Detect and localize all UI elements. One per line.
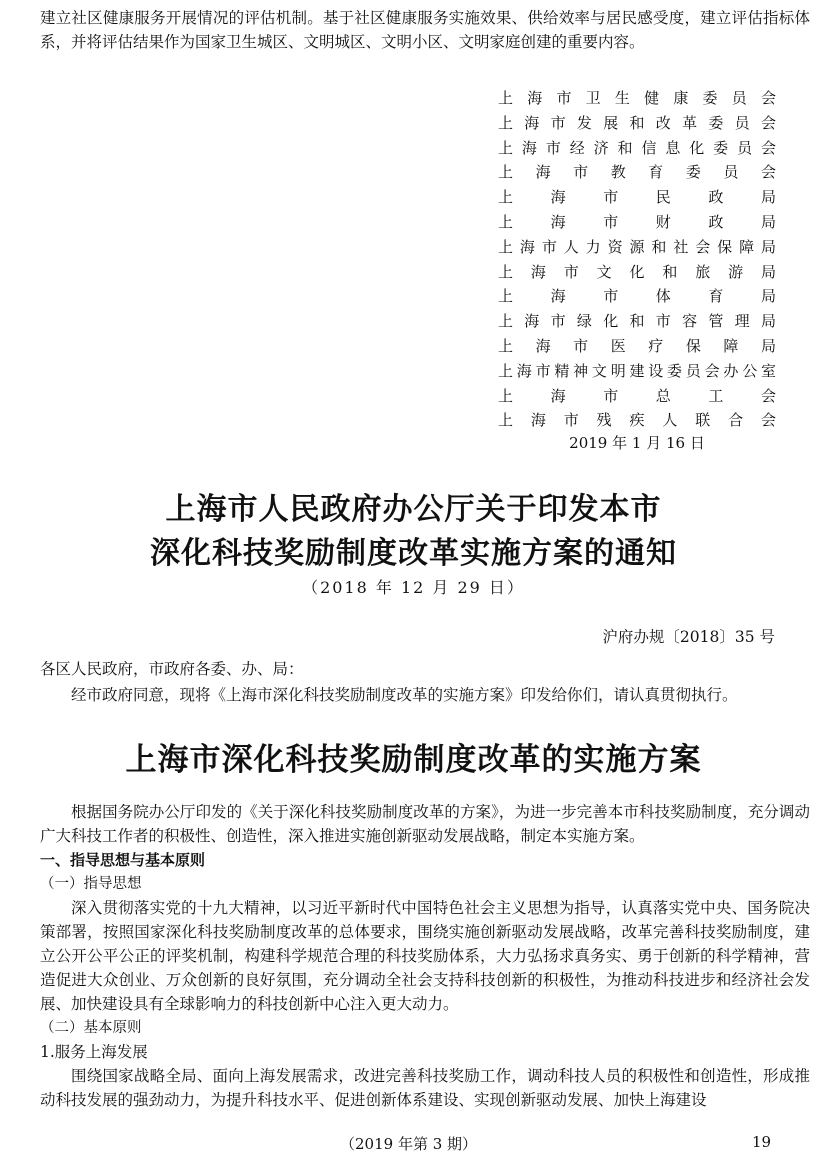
top-paragraph: 建立社区健康服务开展情况的评估机制。基于社区健康服务实施效果、供给效率与居民感受度，建立评估指标体系，并将评估结果作为国家卫生城区、文明城区、文明小区、文明家庭创建的重要内容。	[40, 9, 810, 51]
plan-title: 上海市深化科技奖励制度改革的实施方案	[125, 742, 702, 778]
issuer-list	[498, 86, 776, 433]
document-number: 沪府办规〔2018〕35 号	[602, 628, 775, 646]
plan-body	[40, 800, 810, 1112]
issuer-name: 上海市发展和改革委员会	[498, 113, 776, 132]
issue-number: （2019 年第 3 期）	[340, 1135, 478, 1153]
issuer-name: 上海市经济和信息化委员会	[498, 138, 776, 157]
notice-date: （2018 年 12 月 29 日）	[302, 578, 525, 597]
point-paragraph: 围绕国家战略全局、面向上海发展需求，改进完善科技奖励工作，调动科技人员的积极性和创造性，形成推动科技发展的强劲动力，为提升科技水平、促进创新体系建设、实现创新驱动发展、加快上海建设	[40, 1067, 810, 1109]
issuer-name: 上海市绿化和市容管理局	[498, 312, 776, 331]
issue-date: 2019 年 1 月 16 日	[569, 434, 705, 452]
issuer-name: 上海市人力资源和社会保障局	[498, 237, 776, 256]
notice-intro: 经市政府同意，现将《上海市深化科技奖励制度改革的实施方案》印发给你们，请认真贯彻执行。	[71, 686, 738, 704]
guiding-ideology-paragraph: 深入贯彻落实党的十九大精神，以习近平新时代中国特色社会主义思想为指导，认真落实党中央、国务院决策部署，按照国家深化科技奖励制度改革的总体要求，围绕实施创新驱动发展战略，改革完善科技奖励制度，建立公开公平公正的评奖机制，构建科学规范合理的科技奖励体系，大力弘扬求真务实、勇于创新的科学精神，营造促进大众创业、万众创新的良好氛围，充分调动全社会支持科技创新的积极性，为推动科技进步和经济社会发展、加快建设具有全球影响力的科技创新中心注入更大动力。	[40, 899, 810, 1013]
addressee: 各区人民政府，市政府各委、办、局：	[40, 660, 304, 678]
notice-title-line2: 深化科技奖励制度改革实施方案的通知	[150, 536, 677, 571]
issuer-name: 上海市残疾人联合会	[498, 411, 776, 430]
notice-title-line1: 上海市人民政府办公厅关于印发本市	[165, 492, 662, 527]
issuer-name: 上海市体育局	[498, 287, 776, 306]
point-heading: 1.服务上海发展	[40, 1043, 148, 1061]
issuer-name: 上海市文化和旅游局	[498, 262, 776, 281]
plan-lead-paragraph: 根据国务院办公厅印发的《关于深化科技奖励制度改革的方案》，为进一步完善本市科技奖励制度，充分调动广大科技工作者的积极性、创造性，深入推进实施创新驱动发展战略，制定本实施方案。	[40, 803, 810, 845]
issuer-name: 上海市教育委员会	[498, 163, 776, 182]
issuer-name: 上海市财政局	[498, 212, 776, 231]
subsection-heading: （二）基本原则	[40, 1020, 142, 1036]
issuer-name: 上海市总工会	[498, 386, 776, 405]
issuer-name: 上海市医疗保障局	[498, 336, 776, 355]
issuer-name: 上海市民政局	[498, 188, 776, 207]
issuer-name: 上海市精神文明建设委员会办公室	[498, 361, 776, 380]
section-heading: 一、指导思想与基本原则	[40, 851, 206, 869]
subsection-heading: （一）指导思想	[40, 876, 142, 892]
issuer-name: 上海市卫生健康委员会	[498, 89, 776, 107]
page-number: 19	[752, 1133, 772, 1151]
